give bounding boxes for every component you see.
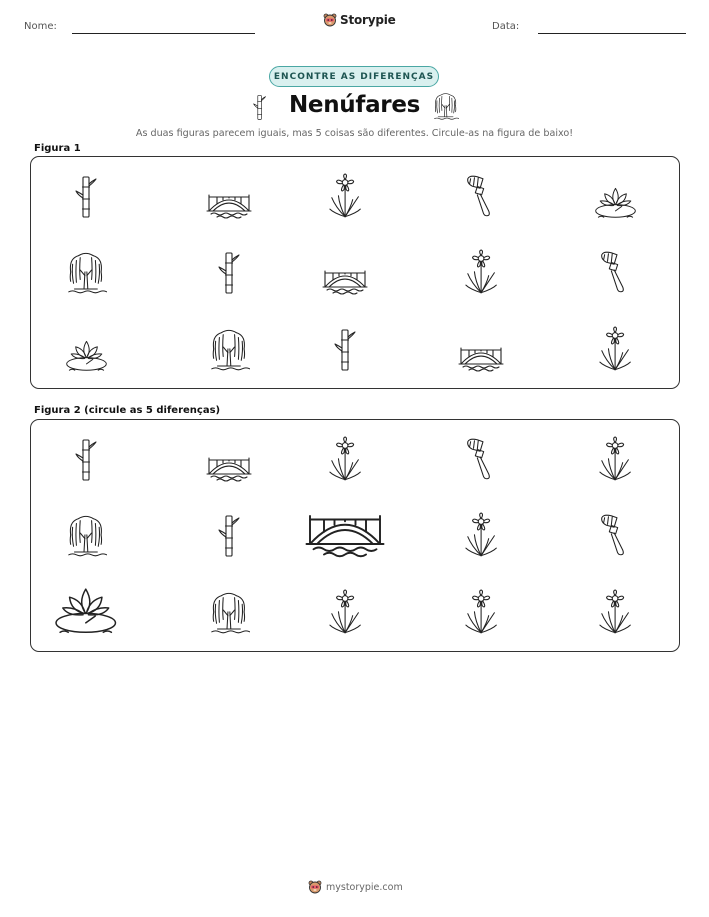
footer — [308, 880, 403, 894]
daffodil-icon[interactable] — [285, 555, 405, 635]
willow-icon — [26, 215, 146, 295]
page-title: Nenúfares — [288, 92, 421, 118]
footer-link[interactable]: mystorypie.com — [326, 881, 403, 893]
bamboo-icon — [26, 139, 146, 219]
lotus-icon — [26, 292, 146, 372]
daffodil-icon[interactable] — [421, 478, 541, 558]
date-label: Data: — [492, 21, 520, 32]
name-line[interactable] — [72, 33, 255, 34]
figure2-label: Figura 2 (circule as 5 diferenças) — [34, 405, 221, 416]
storypie-bear-icon — [308, 880, 322, 894]
paintbrush-icon[interactable] — [555, 478, 675, 558]
bamboo-icon[interactable] — [169, 478, 289, 558]
figure2-panel[interactable] — [30, 419, 680, 652]
daffodil-icon — [421, 215, 541, 295]
daffodil-icon — [555, 292, 675, 372]
date-line[interactable] — [538, 33, 686, 34]
willow-icon — [169, 292, 289, 372]
badge: ENCONTRE AS DIFERENÇAS — [269, 66, 439, 87]
bridge-icon — [285, 215, 405, 295]
willow-icon[interactable] — [169, 555, 289, 635]
daffodil-icon[interactable] — [555, 402, 675, 482]
paintbrush-icon[interactable] — [421, 402, 541, 482]
daffodil-icon[interactable] — [555, 555, 675, 635]
willow-tree-icon — [432, 92, 459, 121]
bamboo-icon — [285, 292, 405, 372]
name-label: Nome: — [24, 21, 57, 32]
instructions: As duas figuras parecem iguais, mas 5 coisas são diferentes. Circule-as na figura de baixo! — [135, 128, 574, 139]
brand-name: Storypie — [340, 13, 396, 27]
lotus-icon — [555, 139, 675, 219]
figure1-label: Figura 1 — [34, 143, 81, 154]
bamboo-icon — [169, 215, 289, 295]
bridge-icon — [169, 139, 289, 219]
lotus-icon[interactable] — [26, 555, 146, 635]
daffodil-icon[interactable] — [285, 402, 405, 482]
bamboo-icon[interactable] — [26, 402, 146, 482]
bridge-icon[interactable] — [169, 402, 289, 482]
willow-icon[interactable] — [26, 478, 146, 558]
storypie-bear-icon — [323, 13, 337, 27]
paintbrush-icon — [555, 215, 675, 295]
daffodil-icon[interactable] — [421, 555, 541, 635]
figure1-panel — [30, 156, 680, 389]
brand — [323, 13, 396, 27]
bridge-icon[interactable] — [285, 478, 405, 558]
paintbrush-icon — [421, 139, 541, 219]
bridge-icon — [421, 292, 541, 372]
daffodil-icon — [285, 139, 405, 219]
